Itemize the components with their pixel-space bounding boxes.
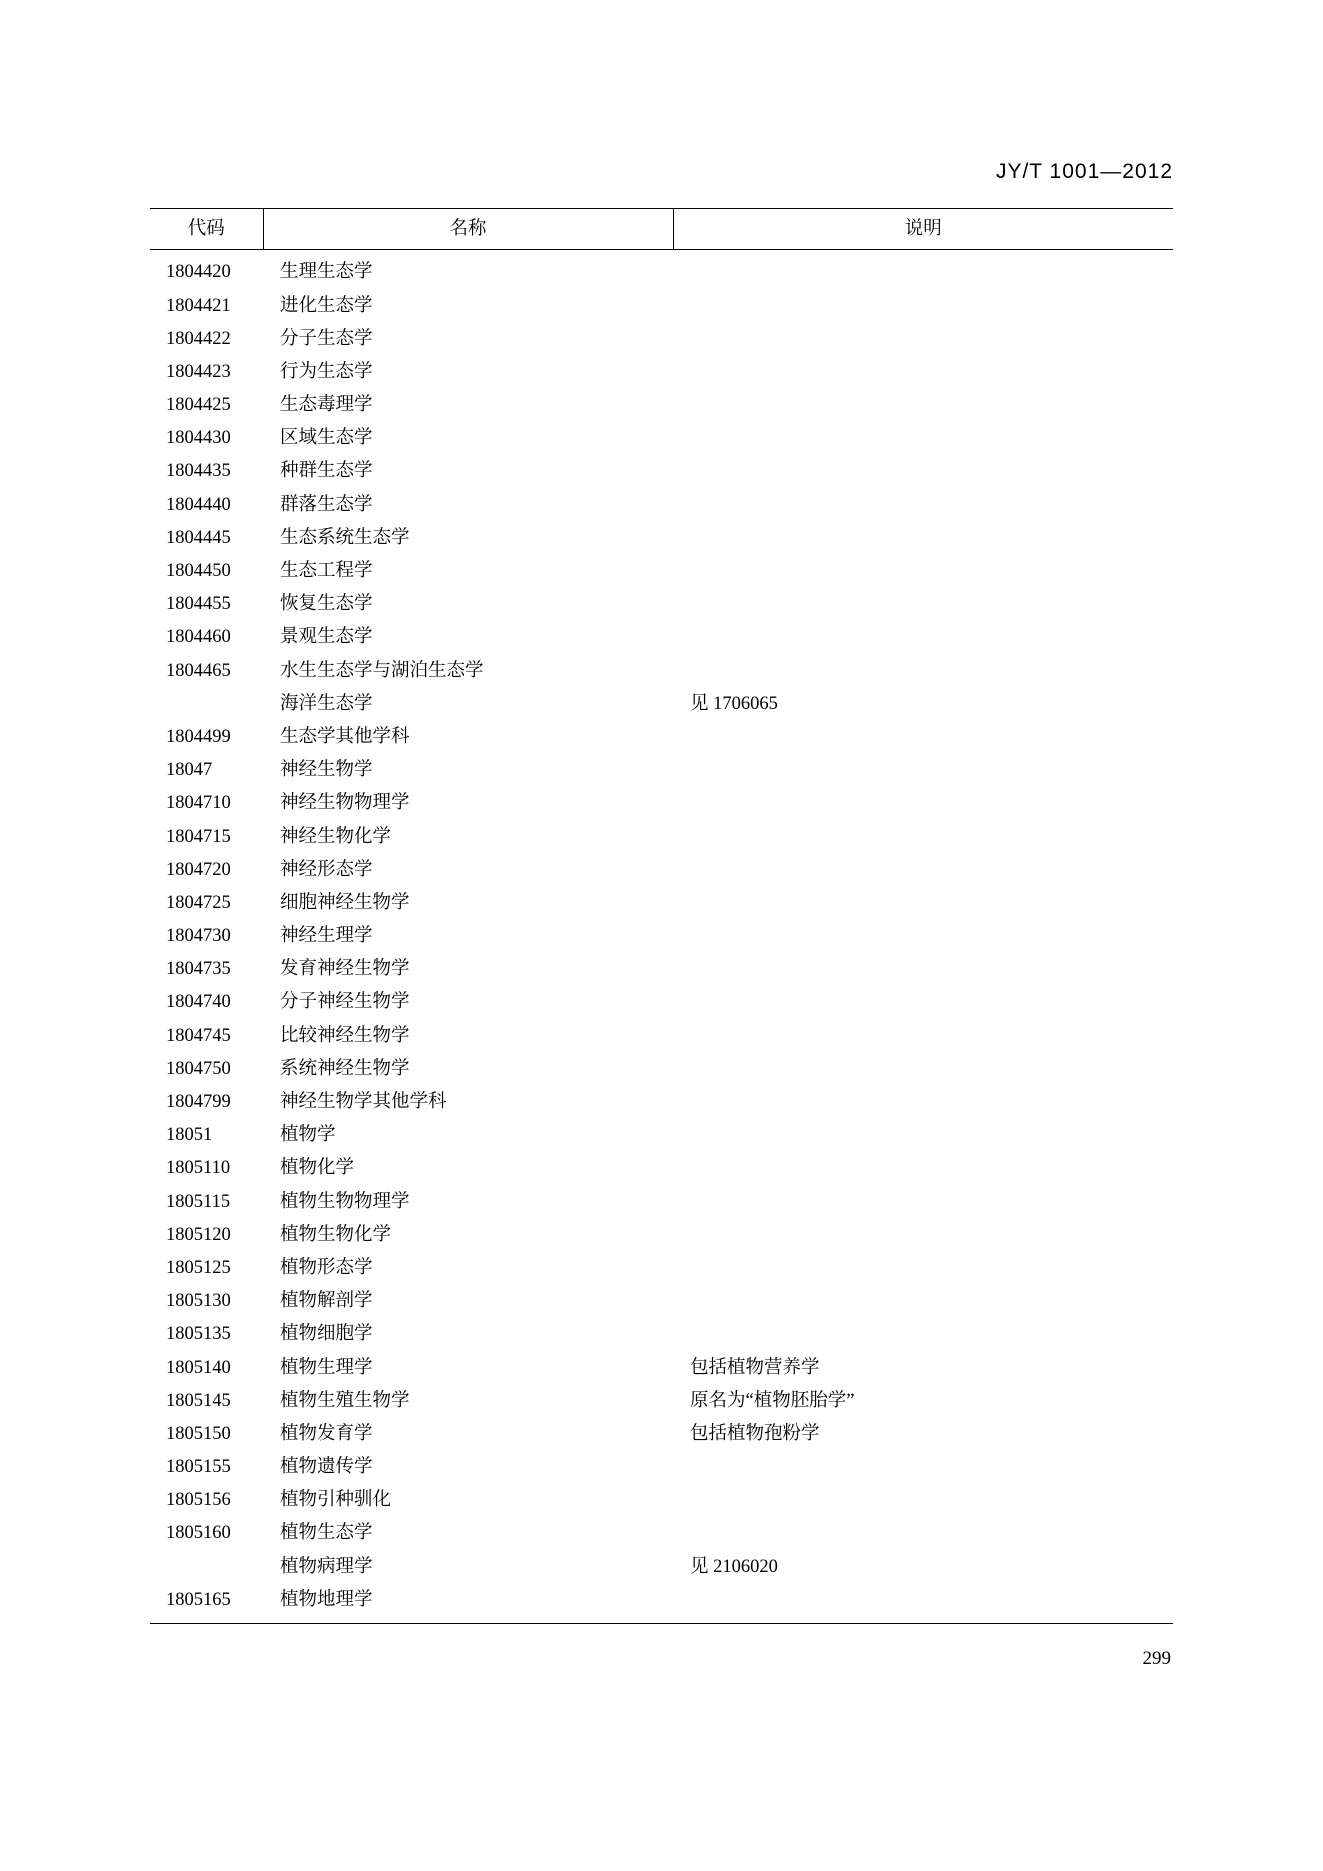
column-header-code: 代码 — [150, 209, 263, 250]
cell-code: 1805150 — [166, 1423, 231, 1444]
table-row — [150, 986, 1173, 1019]
cell-code: 18051 — [166, 1125, 213, 1146]
cell-code: 1805120 — [166, 1224, 231, 1245]
cell-code: 1804740 — [166, 992, 231, 1013]
cell-code: 1804730 — [166, 926, 231, 947]
cell-name: 神经生物学其他学科 — [280, 1092, 447, 1113]
cell-name: 生理生态学 — [280, 262, 373, 283]
table-row — [150, 1119, 1173, 1152]
page-number: 299 — [1142, 1648, 1171, 1669]
cell-description — [673, 588, 1173, 621]
cell-code: 1804725 — [166, 892, 231, 913]
cell-name: 植物发育学 — [280, 1423, 373, 1444]
cell-code: 1804715 — [166, 826, 231, 847]
table-row — [150, 1086, 1173, 1119]
cell-description — [673, 1484, 1173, 1517]
cell-description — [673, 455, 1173, 488]
cell-code: 1805156 — [166, 1490, 231, 1511]
cell-name: 植物生理学 — [280, 1357, 373, 1378]
cell-code: 1805130 — [166, 1291, 231, 1312]
cell-code: 1804430 — [166, 428, 231, 449]
table-header — [150, 209, 1173, 250]
cell-code: 1804420 — [166, 262, 231, 283]
cell-name: 进化生态学 — [280, 295, 373, 316]
column-header-description: 说明 — [673, 209, 1173, 250]
cell-description — [673, 1451, 1173, 1484]
table-row — [150, 488, 1173, 521]
cell-name: 生态工程学 — [280, 561, 373, 582]
page-header-standard-code: JY/T 1001—2012 — [995, 160, 1173, 183]
cell-code: 1804720 — [166, 859, 231, 880]
cell-code — [150, 687, 263, 720]
cell-description — [673, 721, 1173, 754]
table-row — [150, 455, 1173, 488]
cell-code: 1805110 — [166, 1158, 231, 1179]
table-row — [150, 555, 1173, 588]
cell-description — [673, 1053, 1173, 1086]
cell-name: 植物生物化学 — [280, 1224, 392, 1245]
cell-name: 植物化学 — [280, 1158, 355, 1179]
table-row — [150, 687, 1173, 720]
cell-description — [673, 887, 1173, 920]
cell-description — [673, 654, 1173, 687]
cell-name: 植物地理学 — [263, 1584, 673, 1624]
cell-name: 神经生物化学 — [280, 826, 392, 847]
cell-name: 区域生态学 — [280, 428, 373, 449]
cell-code: 1804455 — [166, 594, 231, 615]
cell-name: 种群生态学 — [280, 461, 373, 482]
cell-description — [673, 953, 1173, 986]
cell-code: 1804750 — [166, 1058, 231, 1079]
cell-description — [673, 1252, 1173, 1285]
cell-name: 比较神经生物学 — [280, 1025, 410, 1046]
cell-description — [673, 986, 1173, 1019]
cell-description — [673, 1152, 1173, 1185]
cell-description — [673, 1318, 1173, 1351]
cell-description — [673, 250, 1173, 290]
cell-description — [673, 289, 1173, 322]
cell-code: 1804710 — [166, 793, 231, 814]
table-row — [150, 754, 1173, 787]
cell-code: 1804423 — [166, 361, 231, 382]
cell-name: 神经生理学 — [280, 926, 373, 947]
cell-description: 包括植物营养学 — [690, 1357, 820, 1378]
table-row — [150, 1550, 1173, 1583]
table-row — [150, 250, 1173, 290]
table-row — [150, 1418, 1173, 1451]
table-row — [150, 1484, 1173, 1517]
table-row — [150, 1285, 1173, 1318]
table-row — [150, 887, 1173, 920]
cell-name: 生态毒理学 — [280, 395, 373, 416]
cell-name: 植物病理学 — [280, 1556, 373, 1577]
table-row — [150, 1451, 1173, 1484]
column-header-name: 名称 — [263, 209, 673, 250]
table-row — [150, 1384, 1173, 1417]
cell-description — [673, 422, 1173, 455]
cell-code: 1805160 — [166, 1523, 231, 1544]
cell-description — [673, 621, 1173, 654]
cell-name: 行为生态学 — [280, 361, 373, 382]
cell-name: 植物生物物理学 — [280, 1191, 410, 1212]
cell-name: 植物细胞学 — [280, 1324, 373, 1345]
cell-code: 1804440 — [166, 494, 231, 515]
cell-description: 见 2106020 — [690, 1556, 778, 1577]
cell-name: 植物解剖学 — [280, 1291, 373, 1312]
cell-code: 1804422 — [166, 328, 231, 349]
table-row — [150, 721, 1173, 754]
cell-name: 群落生态学 — [280, 494, 373, 515]
cell-description — [673, 1086, 1173, 1119]
cell-name: 植物生态学 — [280, 1523, 373, 1544]
table-row — [150, 422, 1173, 455]
table-row — [150, 1584, 1173, 1624]
table-row — [150, 853, 1173, 886]
cell-description — [673, 1119, 1173, 1152]
table-row — [150, 289, 1173, 322]
cell-name: 系统神经生物学 — [280, 1058, 410, 1079]
table-row — [150, 1517, 1173, 1550]
table-row — [150, 1152, 1173, 1185]
table-header-row — [150, 209, 1173, 250]
cell-code: 1805135 — [166, 1324, 231, 1345]
table-row — [150, 953, 1173, 986]
cell-description — [673, 488, 1173, 521]
cell-name: 细胞神经生物学 — [280, 892, 410, 913]
cell-code: 1804499 — [166, 726, 231, 747]
cell-description — [673, 389, 1173, 422]
cell-description — [673, 1285, 1173, 1318]
cell-name: 植物引种驯化 — [280, 1490, 392, 1511]
cell-name: 分子神经生物学 — [280, 992, 410, 1013]
cell-code: 1805155 — [166, 1457, 231, 1478]
cell-description: 包括植物孢粉学 — [690, 1423, 820, 1444]
cell-description — [673, 820, 1173, 853]
cell-description — [673, 1584, 1173, 1624]
cell-code: 1804735 — [166, 959, 231, 980]
cell-name: 神经形态学 — [280, 859, 373, 880]
cell-description — [673, 853, 1173, 886]
cell-code: 1804435 — [166, 461, 231, 482]
cell-code: 1804445 — [166, 527, 231, 548]
table-row — [150, 621, 1173, 654]
table-row — [150, 322, 1173, 355]
cell-code: 1804425 — [166, 395, 231, 416]
cell-code: 1805125 — [166, 1257, 231, 1278]
cell-code: 1805140 — [166, 1357, 231, 1378]
cell-description — [673, 1019, 1173, 1052]
cell-code — [150, 1550, 263, 1583]
table-row — [150, 1351, 1173, 1384]
cell-description — [673, 522, 1173, 555]
table-row — [150, 389, 1173, 422]
cell-description: 原名为“植物胚胎学” — [690, 1390, 855, 1411]
cell-code: 1804460 — [166, 627, 231, 648]
cell-code: 1805145 — [166, 1390, 231, 1411]
table-row — [150, 1185, 1173, 1218]
cell-description — [673, 322, 1173, 355]
table-row — [150, 1019, 1173, 1052]
cell-code: 1805165 — [150, 1584, 263, 1624]
cell-code: 1804465 — [166, 660, 231, 681]
cell-code: 18047 — [166, 760, 213, 781]
table-row — [150, 820, 1173, 853]
cell-description — [673, 1218, 1173, 1251]
cell-code: 1804450 — [166, 561, 231, 582]
cell-description — [673, 1185, 1173, 1218]
cell-description — [673, 754, 1173, 787]
table-row — [150, 920, 1173, 953]
cell-name: 水生生态学与湖泊生态学 — [280, 660, 484, 681]
cell-name: 海洋生态学 — [280, 693, 373, 714]
cell-name: 恢复生态学 — [280, 594, 373, 615]
cell-description — [673, 555, 1173, 588]
table-row — [150, 654, 1173, 687]
table-row — [150, 522, 1173, 555]
table-row — [150, 1053, 1173, 1086]
table-body — [150, 250, 1173, 1624]
cell-name: 生态系统生态学 — [280, 527, 410, 548]
cell-description — [673, 920, 1173, 953]
table-row — [150, 1218, 1173, 1251]
cell-description — [673, 1517, 1173, 1550]
table-row — [150, 588, 1173, 621]
cell-description — [673, 787, 1173, 820]
cell-name: 发育神经生物学 — [280, 959, 410, 980]
cell-name: 植物生殖生物学 — [280, 1390, 410, 1411]
cell-name: 景观生态学 — [280, 627, 373, 648]
discipline-code-table — [150, 208, 1173, 1624]
table-row — [150, 1252, 1173, 1285]
table-row — [150, 356, 1173, 389]
cell-code: 1805115 — [166, 1191, 231, 1212]
cell-name: 神经生物物理学 — [280, 793, 410, 814]
cell-code: 1804799 — [166, 1092, 231, 1113]
cell-code: 1804745 — [166, 1025, 231, 1046]
cell-name: 植物形态学 — [280, 1257, 373, 1278]
cell-name: 分子生态学 — [280, 328, 373, 349]
cell-name: 生态学其他学科 — [280, 726, 410, 747]
cell-name: 植物遗传学 — [280, 1457, 373, 1478]
cell-description — [673, 356, 1173, 389]
cell-code: 1804421 — [166, 295, 231, 316]
table-row — [150, 1318, 1173, 1351]
cell-name: 植物学 — [280, 1125, 336, 1146]
table-row — [150, 787, 1173, 820]
cell-name: 神经生物学 — [280, 760, 373, 781]
cell-description: 见 1706065 — [690, 693, 778, 714]
